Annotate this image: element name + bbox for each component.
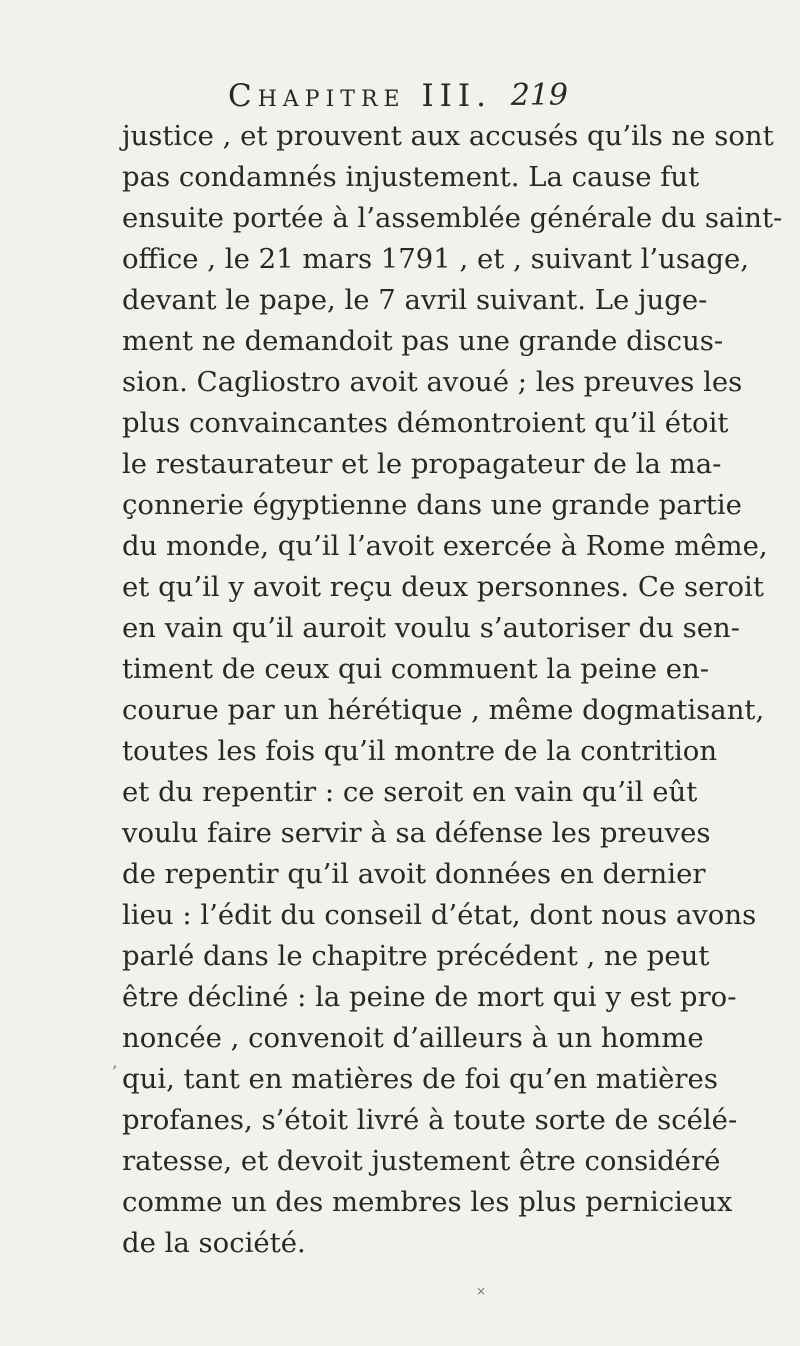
text-line: en vain qu’il auroit voulu s’autoriser du sen- <box>122 612 740 644</box>
text-line: être décliné : la peine de mort qui y est pro- <box>122 981 737 1013</box>
text-line: çonnerie égyptienne dans une grande partie <box>122 489 742 521</box>
text-line: justice , et prouvent aux accusés qu’ils ne sont <box>122 120 774 152</box>
text-line: noncée , convenoit d’ailleurs à un homme <box>122 1022 704 1054</box>
text-line: du monde, qu’il l’avoit exercée à Rome même, <box>122 530 768 562</box>
text-line: pas condamnés injustement. La cause fut <box>122 161 700 193</box>
text-line: qui, tant en matières de foi qu’en matières <box>122 1063 718 1095</box>
text-line: lieu : l’édit du conseil d’état, dont nous avons <box>122 899 757 931</box>
text-line: profanes, s’étoit livré à toute sorte de scélé- <box>122 1104 738 1136</box>
text-line: de la société. <box>122 1227 306 1259</box>
text-line: devant le pape, le 7 avril suivant. Le juge- <box>122 284 708 316</box>
text-line: timent de ceux qui commuent la peine en- <box>122 653 710 685</box>
text-line: et qu’il y avoit reçu deux personnes. Ce seroit <box>122 571 764 603</box>
text-line: comme un des membres les plus pernicieux <box>122 1186 733 1218</box>
text-line: parlé dans le chapitre précédent , ne peut <box>122 940 710 972</box>
text-line: toutes les fois qu’il montre de la contrition <box>122 735 718 767</box>
page-number: 219 <box>510 78 568 113</box>
running-header <box>228 78 568 114</box>
text-line: office , le 21 mars 1791 , et , suivant l’usage, <box>122 243 749 275</box>
text-line: courue par un hérétique , même dogmatisant, <box>122 694 765 726</box>
text-line: et du repentir : ce seroit en vain qu’il eût <box>122 776 698 808</box>
text-line: ensuite portée à l’assemblée générale du saint- <box>122 202 783 234</box>
text-line: de repentir qu’il avoit données en dernier <box>122 858 706 890</box>
text-line: plus convaincantes démontroient qu’il étoit <box>122 407 729 439</box>
margin-speck-icon: ⨯ <box>476 1284 487 1298</box>
margin-speck-icon: ’ <box>112 1062 118 1081</box>
text-line: ratesse, et devoit justement être considéré <box>122 1145 721 1177</box>
text-line: voulu faire servir à sa défense les preuves <box>122 817 711 849</box>
text-line: le restaurateur et le propagateur de la ma- <box>122 448 722 480</box>
text-line: sion. Cagliostro avoit avoué ; les preuves les <box>122 366 743 398</box>
text-line: ment ne demandoit pas une grande discus- <box>122 325 724 357</box>
running-title: Chapitre III. <box>228 78 493 114</box>
